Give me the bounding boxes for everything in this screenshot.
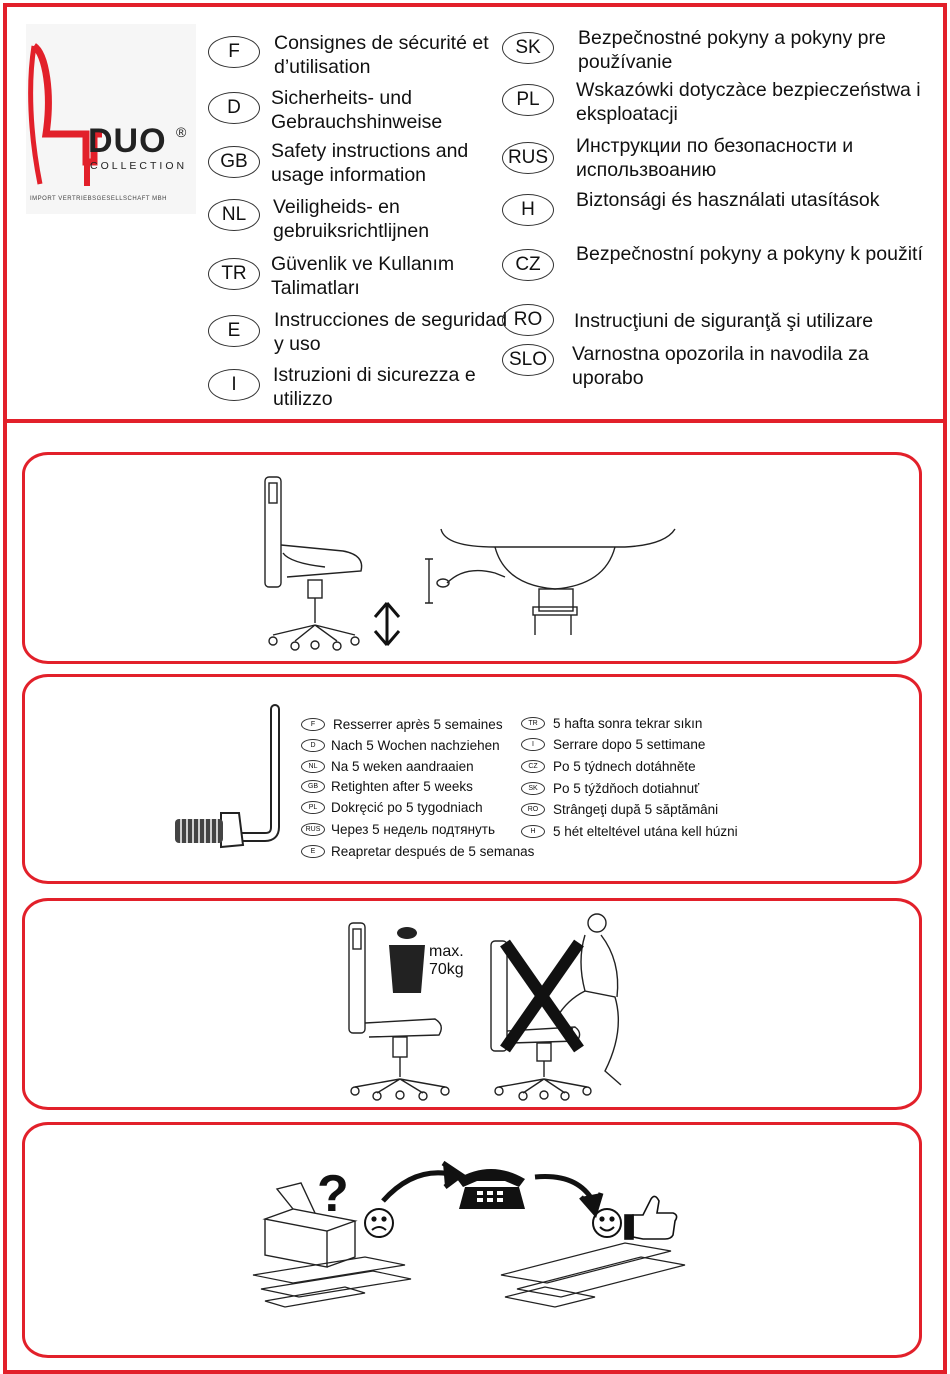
retighten-code-ro: RO <box>521 803 545 816</box>
retighten-code-h: H <box>521 825 545 838</box>
lang-code-d: D <box>208 92 260 124</box>
thumbs-up-icon <box>625 1196 677 1239</box>
up-down-arrow-icon <box>375 603 399 645</box>
retighten-text-d: Nach 5 Wochen nachziehen <box>331 738 500 753</box>
lang-text-h: Biztonsági és használati utasítások <box>576 189 880 211</box>
retighten-text-cz: Po 5 týdnech dotáhněte <box>553 759 696 774</box>
retighten-text-e: Reapretar después de 5 semanas <box>331 844 535 859</box>
retighten-code-sk: SK <box>521 782 545 795</box>
panel-missing-parts-hotline <box>22 1122 922 1358</box>
retighten-text-h: 5 hét elteltével utána kell húzni <box>553 824 738 839</box>
retighten-text-ro: Strângeţi după 5 săptămâni <box>553 802 719 817</box>
lang-code-sk: SK <box>502 32 554 64</box>
weight-max-label: max. <box>429 943 464 960</box>
retighten-text-tr: 5 hafta sonra tekrar sıkın <box>553 716 703 731</box>
lang-text-f: Consignes de sécurité et d’utilisation <box>274 32 489 78</box>
lang-text-rus: Инструкции по безопасности и использвоанию <box>576 135 854 181</box>
sad-face-icon <box>365 1209 393 1237</box>
lang-text-tr: Güvenlik ve Kullanım Talimatları <box>271 253 455 299</box>
retighten-code-d: D <box>301 739 325 752</box>
lang-text-d: Sicherheits- und Gebrauchshinweise <box>271 87 443 133</box>
lang-code-cz: CZ <box>502 249 554 281</box>
panel-height-adjustment <box>22 452 922 664</box>
logo-sub: COLLECTION <box>90 160 188 172</box>
telephone-icon <box>457 1169 525 1209</box>
lang-code-e: E <box>208 315 260 347</box>
retighten-code-i: I <box>521 738 545 751</box>
retighten-text-f: Resserrer après 5 semaines <box>333 717 503 732</box>
logo-brand: DUO <box>88 122 167 160</box>
arrow-to-phone-icon <box>383 1163 461 1201</box>
lang-text-slo: Varnostna opozorila in navodila za uporabo <box>572 343 869 389</box>
retighten-text-pl: Dokręcić po 5 tygodniach <box>331 800 483 815</box>
lang-text-e: Instrucciones de seguridad y uso <box>274 309 508 355</box>
lang-code-pl: PL <box>502 84 554 116</box>
question-mark-icon: ? <box>317 1165 349 1223</box>
height-adjust-illustration <box>25 455 925 667</box>
lang-text-i: Istruzioni di sicurezza e utilizzo <box>273 364 476 410</box>
chair-logo-mark <box>26 24 196 214</box>
retighten-code-pl: PL <box>301 801 325 814</box>
retighten-code-gb: GB <box>301 780 325 793</box>
lang-text-gb: Safety instructions and usage information <box>271 140 469 186</box>
lang-code-gb: GB <box>208 146 260 178</box>
office-chair-icon <box>265 477 362 650</box>
lang-code-rus: RUS <box>502 142 554 174</box>
weight-icon <box>389 927 425 993</box>
retighten-text-gb: Retighten after 5 weeks <box>331 779 473 794</box>
weight-limit-illustration <box>25 901 925 1113</box>
lang-code-tr: TR <box>208 258 260 290</box>
lang-text-nl: Veiligheids- en gebruiksrichtlijnen <box>273 196 430 242</box>
hotline-illustration <box>25 1125 925 1361</box>
retighten-text-sk: Po 5 týždňoch dotiahnuť <box>553 781 700 796</box>
retighten-code-nl: NL <box>301 760 325 773</box>
logo-registered: ® <box>176 124 187 140</box>
lang-code-h: H <box>502 194 554 226</box>
panel-retighten <box>22 674 922 884</box>
retighten-code-rus: RUS <box>301 823 325 836</box>
lang-text-pl: Wskazówki dotyczàce bezpieczeństwa i eksploatacji <box>576 79 921 125</box>
assembled-panels-icon <box>501 1243 685 1307</box>
retighten-text-rus: Через 5 недель подтянуть <box>331 822 496 837</box>
lang-code-slo: SLO <box>502 344 554 376</box>
lang-text-ro: Instrucţiuni de siguranţă şi utilizare <box>574 310 874 332</box>
logo-company: IMPORT VERTRIEBSGESELLSCHAFT MBH <box>30 196 167 202</box>
lang-code-ro: RO <box>502 304 554 336</box>
lang-text-cz: Bezpečnostní pokyny a pokyny k použití <box>576 243 923 265</box>
prohibited-x-icon <box>505 943 579 1049</box>
lang-text-sk: Bezpečnostné pokyny a pokyny pre používanie <box>578 27 886 73</box>
lang-code-i: I <box>208 369 260 401</box>
retighten-code-e: E <box>301 845 325 858</box>
retighten-code-f: F <box>301 718 325 731</box>
happy-face-icon <box>593 1209 621 1237</box>
duo-collection-logo <box>26 24 196 214</box>
arrow-to-happy-icon <box>535 1177 601 1214</box>
header-divider <box>3 419 947 423</box>
allen-key-screw-icon <box>25 677 285 877</box>
weight-value-label: 70kg <box>429 961 464 978</box>
retighten-code-tr: TR <box>521 717 545 730</box>
retighten-text-i: Serrare dopo 5 settimane <box>553 737 706 752</box>
retighten-code-cz: CZ <box>521 760 545 773</box>
gas-lift-lever-icon <box>425 529 675 635</box>
lang-code-nl: NL <box>208 199 260 231</box>
panel-weight-limit <box>22 898 922 1110</box>
lang-code-f: F <box>208 36 260 68</box>
retighten-text-nl: Na 5 weken aandraaien <box>331 759 474 774</box>
